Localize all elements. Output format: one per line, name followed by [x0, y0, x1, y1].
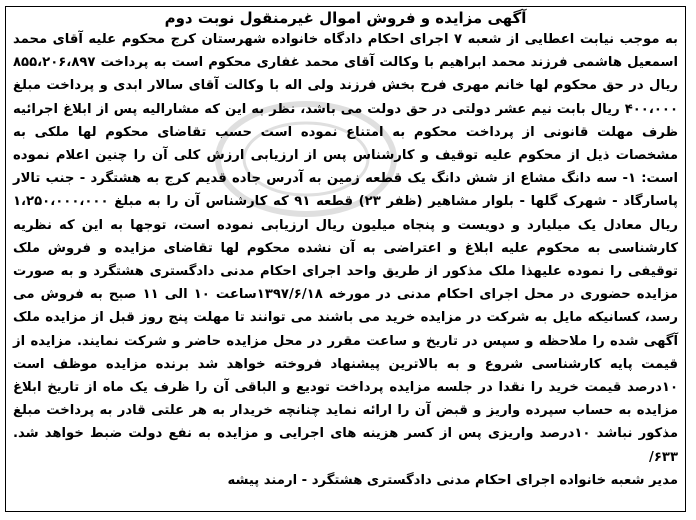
auction-notice	[5, 6, 686, 512]
notice-signature: مدیر شعبه خانواده اجرای احکام مدنی دادگستری هشتگرد - ارمند پیشه	[227, 472, 678, 488]
notice-body: به موجب نیابت اعطایی از شعبه ۷ اجرای احکام دادگاه خانواده شهرستان کرج محکوم علیه آقای محمد اسمعیل هاشمی فرزند محمد ابراهیم با وکالت آقای محمد غفاری محکوم است به پرداخت ۸۵۵،۲۰۶،۸۹۷ ریال در حق محکوم لها خانم مهری فرح بخش فرزند ولی اله با وکالت آقای سالار ابدی و پرداخت مبلغ ۴۰۰،۰۰۰ ریال بابت نیم عشر دولتی در حق دولت می باشد، نظر به این که مشارالیه پس از ابلاغ اجرائیه ظرف مهلت قانونی از پرداخت محکوم به امتناع نموده است حسب تقاضای محکوم لها ملکی به مشخصات ذیل از محکوم علیه توقیف و کارشناس پس از ارزیابی ارزش کلی آن را چنین اعلام نموده است: ۱- سه دانگ مشاع از شش دانگ یک قطعه زمین به آدرس جاده قدیم کرج به هشتگرد - جنب تالار پاسارگاد - شهرک گلها - بلوار مشاهیر (ظفر ۲۳) قطعه ۹۱ که کارشناس آن را به مبلغ ۱،۲۵۰،۰۰۰،۰۰۰ ریال معادل یک میلیارد و دویست و پنجاه میلیون ریال ارزیابی نموده است، توجها به این که نظریه کارشناسی به محکوم علیه ابلاغ و اعتراضی به آن نشده محکوم لها تقاضای مزایده و فروش ملک توقیفی را نموده علیهذا ملک مذکور از طریق واحد اجرای احکام مدنی دادگستری هشتگرد و به صورت مزایده حضوری در محل اجرای احکام مدنی در مورخه ۱۳۹۷/۶/۱۸ساعت ۱۰ الی ۱۱ صبح به فروش می رسد، کسانیکه مایل به شرکت در مزایده خرید می باشند می توانند تا مهلت پنج روز قبل از مزایده ملک آگهی شده را ملاحظه و سپس در تاریخ و ساعت مقرر در محل مزایده حاضر و شرکت نمایند. مزایده از قیمت پایه کارشناسی شروع و به بالاترین پیشنهاد فروخته خواهد شد برنده مزایده موظف است ۱۰درصد قیمت خرید را نقدا در جلسه مزایده پرداخت تودیع و الباقی آن را ظرف یک ماه از تاریخ ابلاغ مزایده به حساب سپرده واریز و قبض آن را ارائه نماید چنانچه خریدار به هر علتی قادر به پرداخت مبلغ مذکور نباشد ۱۰درصد واریزی پس از کسر هزینه های اجرایی و مزایده به نفع دولت ضبط خواهد شد. ۶۳۳/	[13, 32, 679, 465]
notice-title: آگهی مزایده و فروش اموال غیرمنقول نوبت دوم	[164, 9, 527, 27]
